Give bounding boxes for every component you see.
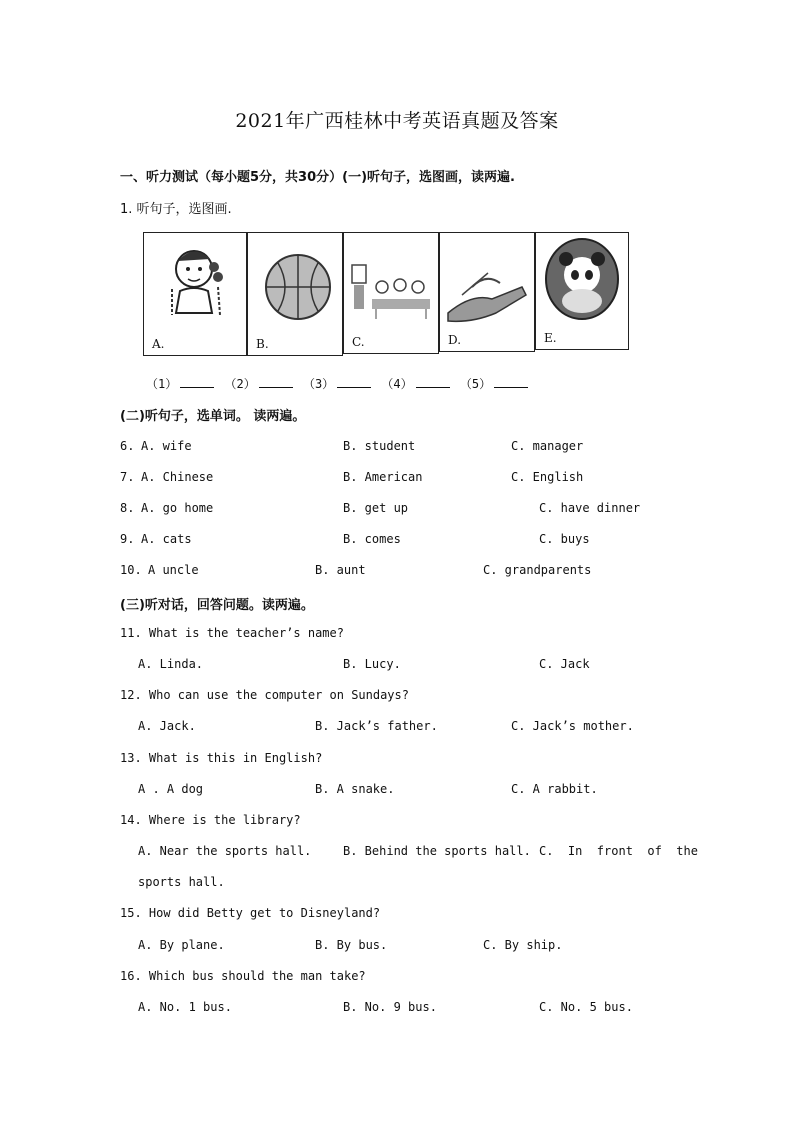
page-title: 2021年广西桂林中考英语真题及答案 (235, 110, 559, 132)
option-c[interactable]: C. grandparents (483, 563, 592, 577)
option-a[interactable]: A. cats (141, 532, 192, 546)
option-a[interactable]: A. go home (141, 501, 214, 515)
option-b[interactable]: B. No. 9 bus. (343, 1000, 437, 1014)
answer-blank-4[interactable] (416, 377, 450, 388)
question-text: 11. What is the teacher’s name? (120, 626, 344, 640)
option-b[interactable]: B. comes (343, 532, 401, 546)
question-text: 16. Which bus should the man take? (120, 969, 366, 983)
option-a[interactable]: A. Jack. (138, 719, 196, 733)
option-a[interactable]: A. Near the sports hall. (138, 844, 312, 858)
question-number: 8. (120, 501, 135, 515)
question-number: 10. (120, 563, 142, 577)
option-a[interactable]: A. By plane. (138, 938, 225, 952)
option-c[interactable]: C. A rabbit. (511, 782, 598, 796)
picture-b (247, 232, 343, 356)
option-c[interactable]: C. buys (539, 532, 590, 546)
panda-icon (538, 235, 628, 325)
option-c-continued[interactable]: sports hall. (138, 875, 225, 889)
blank-label: （1） (146, 377, 178, 391)
question-text: 14. Where is the library? (120, 813, 301, 827)
basketball-icon (252, 243, 342, 333)
section3-heading: (三)听对话，回答问题。读两遍。 (120, 598, 314, 613)
picture-c (343, 232, 439, 354)
option-b[interactable]: B. Behind the sports hall. (343, 844, 531, 858)
option-b[interactable]: B. American (343, 470, 423, 484)
option-c[interactable]: C. By ship. (483, 938, 563, 952)
blank-label: （3） (302, 377, 335, 391)
question-number: 9. (120, 532, 135, 546)
section2-heading: (二)听句子，选单词。 读两遍。 (120, 409, 306, 424)
answer-blank-1[interactable] (180, 377, 214, 388)
option-b[interactable]: B. get up (343, 501, 409, 515)
picture-label: D. (448, 333, 462, 347)
picture-d (439, 232, 535, 352)
answer-blanks (146, 375, 531, 392)
picture-label: A. (152, 337, 165, 351)
blank-label: （5） (459, 377, 492, 391)
question-text: 12. Who can use the computer on Sundays? (120, 688, 409, 702)
blank-label: （4） (381, 377, 413, 391)
question-number: 7. (120, 470, 135, 484)
option-a[interactable]: A uncle (148, 563, 199, 577)
question-text: 15. How did Betty get to Disneyland? (120, 906, 381, 920)
picture-label: C. (352, 335, 365, 349)
answer-blank-5[interactable] (494, 377, 528, 388)
blank-label: （2） (224, 377, 256, 391)
option-c[interactable]: C. manager (511, 439, 584, 453)
option-a[interactable]: A. No. 1 bus. (138, 1000, 232, 1014)
option-b[interactable]: B. Jack’s father. (315, 719, 438, 733)
option-c[interactable]: C. English (511, 470, 584, 484)
picture-a (143, 232, 247, 356)
option-c[interactable]: C. have dinner (539, 501, 641, 515)
hand-shake-icon (442, 243, 532, 333)
question-1: 1. 听句子，选图画. (120, 202, 232, 217)
picture-label: B. (256, 337, 269, 351)
answer-blank-3[interactable] (337, 377, 371, 388)
option-c[interactable]: C. In front of the (539, 844, 698, 858)
question-number: 6. (120, 439, 135, 453)
option-b[interactable]: B. aunt (315, 563, 366, 577)
option-b[interactable]: B. A snake. (315, 782, 395, 796)
answer-blank-2[interactable] (259, 377, 293, 388)
option-b[interactable]: B. student (343, 439, 416, 453)
option-b[interactable]: B. By bus. (315, 938, 388, 952)
question-text: 13. What is this in English? (120, 751, 323, 765)
picture-label: E. (544, 331, 557, 345)
option-a[interactable]: A. Chinese (141, 470, 214, 484)
family-dinner-icon (346, 245, 436, 335)
picture-strip (143, 232, 629, 356)
option-a[interactable]: A . A dog (138, 782, 204, 796)
option-c[interactable]: C. No. 5 bus. (539, 1000, 633, 1014)
section1-heading: 一、听力测试（每小题5分，共30分）(一)听句子，选图画，读两遍. (120, 170, 515, 185)
option-c[interactable]: C. Jack (539, 657, 590, 671)
option-b[interactable]: B. Lucy. (343, 657, 401, 671)
picture-e (535, 232, 629, 350)
girl-icon (148, 237, 248, 337)
option-c[interactable]: C. Jack’s mother. (511, 719, 634, 733)
option-a[interactable]: A. wife (141, 439, 192, 453)
option-a[interactable]: A. Linda. (138, 657, 204, 671)
